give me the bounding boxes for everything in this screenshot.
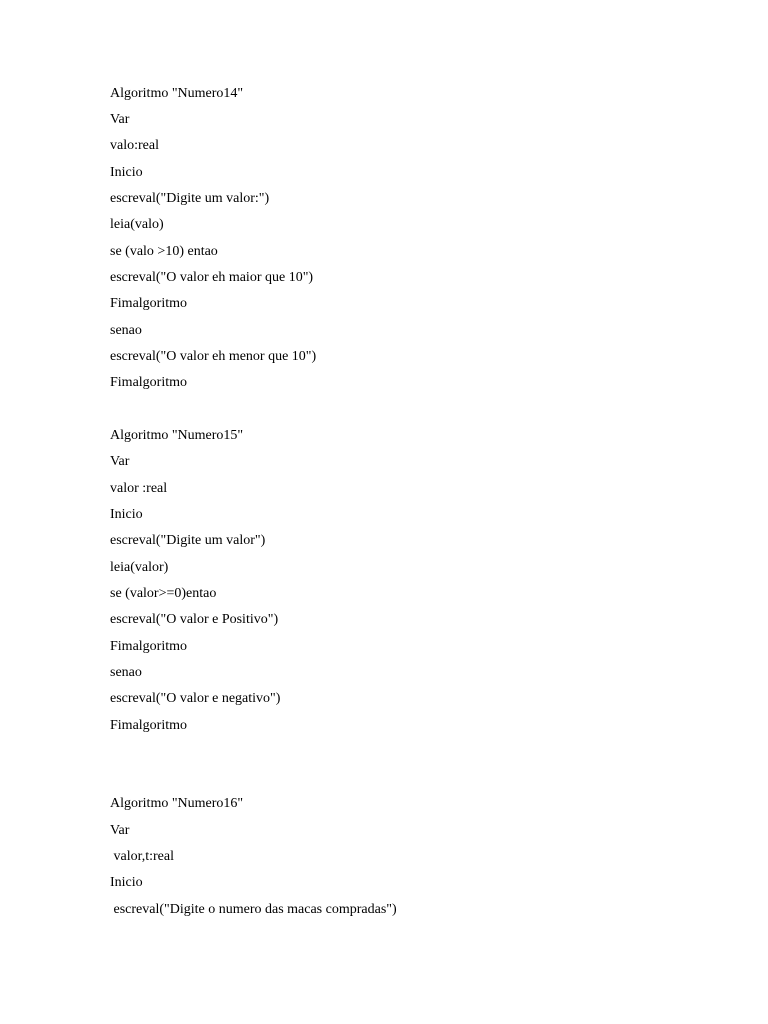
code-line: escreval("Digite um valor")	[110, 533, 266, 548]
code-line: escreval("O valor eh menor que 10")	[110, 349, 317, 364]
code-line: Algoritmo "Numero15"	[110, 428, 244, 443]
code-line: leia(valor)	[110, 560, 169, 575]
code-line: Algoritmo "Numero16"	[110, 796, 244, 811]
code-line: se (valo >10) entao	[110, 244, 218, 259]
code-line: escreval("O valor e negativo")	[110, 691, 281, 706]
code-line: senao	[110, 665, 142, 680]
code-line: Inicio	[110, 507, 143, 522]
code-line: leia(valo)	[110, 217, 164, 232]
code-line: se (valor>=0)entao	[110, 586, 217, 601]
code-line: valo:real	[110, 138, 159, 153]
code-line: senao	[110, 323, 142, 338]
code-line: Var	[110, 454, 130, 469]
code-line: Inicio	[110, 875, 143, 890]
code-line: valor :real	[110, 481, 168, 496]
code-line: Fimalgoritmo	[110, 375, 187, 390]
code-line: escreval("O valor eh maior que 10")	[110, 270, 314, 285]
code-line: escreval("Digite o numero das macas compradas")	[110, 902, 397, 917]
code-line: Fimalgoritmo	[110, 718, 187, 733]
code-line: escreval("O valor e Positivo")	[110, 612, 279, 627]
code-line: Fimalgoritmo	[110, 296, 187, 311]
code-line: Var	[110, 112, 130, 127]
code-line: Var	[110, 823, 130, 838]
code-line: Algoritmo "Numero14"	[110, 86, 244, 101]
code-line: valor,t:real	[110, 849, 174, 864]
code-line: escreval("Digite um valor:")	[110, 191, 270, 206]
code-line: Fimalgoritmo	[110, 639, 187, 654]
code-line: Inicio	[110, 165, 143, 180]
